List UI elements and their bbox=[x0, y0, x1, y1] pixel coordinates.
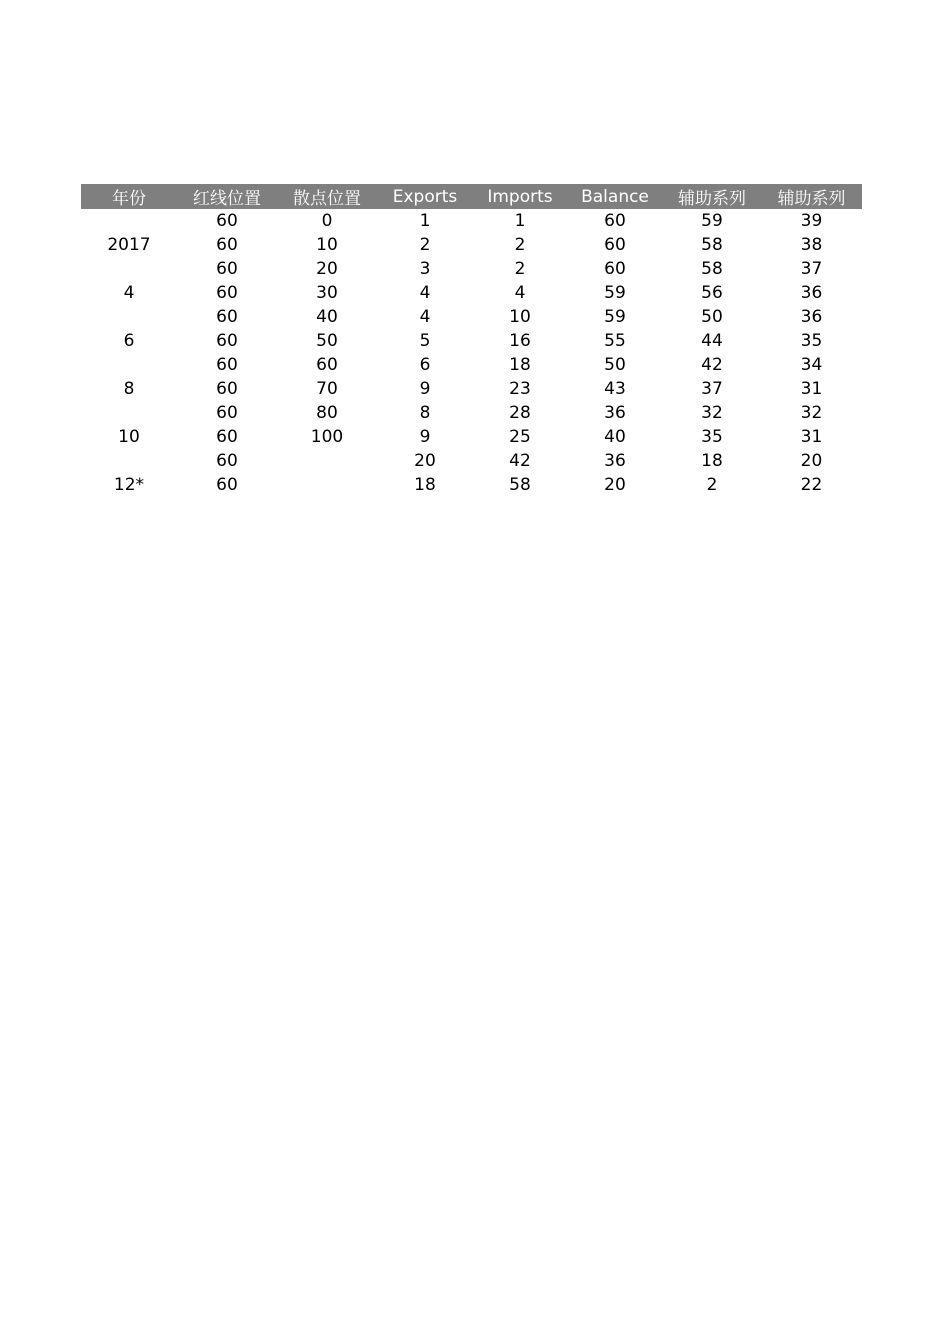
table-row bbox=[81, 209, 862, 233]
table-row bbox=[81, 425, 862, 449]
table-cell: 2 bbox=[419, 235, 431, 255]
table-cell: 36 bbox=[604, 403, 626, 423]
table-cell: 5 bbox=[419, 331, 431, 351]
table-cell: 18 bbox=[701, 451, 723, 471]
table-row bbox=[81, 353, 862, 377]
table-cell: 10 bbox=[118, 427, 140, 447]
data-table bbox=[81, 184, 862, 497]
table-cell: 42 bbox=[509, 451, 531, 471]
table-cell: 32 bbox=[800, 403, 823, 423]
table-cell: 60 bbox=[216, 403, 238, 423]
table-cell: 2 bbox=[706, 475, 718, 495]
table-cell bbox=[81, 353, 177, 377]
table-cell: 28 bbox=[509, 403, 531, 423]
table-cell: 30 bbox=[316, 283, 338, 303]
table-row bbox=[81, 233, 862, 257]
table-row bbox=[81, 377, 862, 401]
table-cell: 43 bbox=[604, 379, 626, 399]
table-cell: 9 bbox=[419, 379, 431, 399]
column-header: Balance bbox=[581, 186, 649, 207]
table-row bbox=[81, 329, 862, 353]
table-cell: 60 bbox=[216, 331, 238, 351]
table-cell: 0 bbox=[321, 211, 333, 231]
table-cell: 3 bbox=[419, 259, 431, 279]
table-cell: 4 bbox=[123, 283, 135, 303]
column-header: Imports bbox=[487, 186, 553, 207]
table-cell: 60 bbox=[216, 235, 238, 255]
table-cell: 70 bbox=[316, 379, 338, 399]
table-cell: 80 bbox=[316, 403, 338, 423]
table-body bbox=[81, 209, 862, 497]
table-cell: 60 bbox=[216, 379, 238, 399]
table-cell: 18 bbox=[509, 355, 531, 375]
table-cell: 32 bbox=[701, 403, 723, 423]
table-cell: 100 bbox=[310, 427, 344, 447]
table-cell: 12* bbox=[113, 475, 145, 495]
table-cell: 39 bbox=[800, 211, 823, 231]
table-cell: 18 bbox=[414, 475, 436, 495]
table-cell: 40 bbox=[604, 427, 626, 447]
table-cell: 60 bbox=[216, 283, 238, 303]
table-cell: 36 bbox=[604, 451, 626, 471]
table-cell: 44 bbox=[701, 331, 723, 351]
table-cell: 60 bbox=[216, 259, 238, 279]
table-cell: 59 bbox=[604, 283, 626, 303]
table-cell: 1 bbox=[514, 211, 526, 231]
column-header: Exports bbox=[392, 186, 458, 207]
table-cell: 4 bbox=[419, 307, 431, 327]
table-cell: 31 bbox=[800, 427, 823, 447]
table-cell: 37 bbox=[701, 379, 723, 399]
table-cell: 8 bbox=[419, 403, 431, 423]
table-cell: 35 bbox=[701, 427, 723, 447]
table-cell: 20 bbox=[800, 451, 823, 471]
table-cell: 8 bbox=[123, 379, 135, 399]
table-cell: 60 bbox=[216, 355, 238, 375]
table-cell: 42 bbox=[701, 355, 723, 375]
table-cell: 20 bbox=[414, 451, 436, 471]
table-cell: 2017 bbox=[107, 235, 151, 255]
table-cell: 60 bbox=[216, 211, 238, 231]
table-cell: 2 bbox=[514, 235, 526, 255]
table-cell: 40 bbox=[316, 307, 338, 327]
table-row bbox=[81, 257, 862, 281]
table-cell: 59 bbox=[701, 211, 723, 231]
table-cell: 16 bbox=[509, 331, 531, 351]
table-cell: 35 bbox=[800, 331, 823, 351]
table-cell: 60 bbox=[216, 451, 238, 471]
column-header: 辅助系列 bbox=[678, 189, 746, 209]
table-cell bbox=[81, 305, 177, 329]
table-cell: 10 bbox=[509, 307, 531, 327]
table-cell: 31 bbox=[800, 379, 823, 399]
table-cell: 37 bbox=[800, 259, 823, 279]
table-cell: 9 bbox=[419, 427, 431, 447]
table-cell: 38 bbox=[800, 235, 823, 255]
table-cell: 22 bbox=[800, 475, 823, 495]
table-cell: 50 bbox=[316, 331, 338, 351]
column-header: 红线位置 bbox=[193, 189, 261, 209]
table-cell: 60 bbox=[216, 307, 238, 327]
table-cell: 4 bbox=[419, 283, 431, 303]
table-cell: 60 bbox=[216, 427, 238, 447]
column-header: 辅助系列 bbox=[777, 189, 846, 209]
column-header: 年份 bbox=[112, 189, 146, 209]
table-cell: 20 bbox=[316, 259, 338, 279]
table-cell: 4 bbox=[514, 283, 526, 303]
table-row bbox=[81, 281, 862, 305]
table-cell bbox=[277, 473, 377, 497]
table-row bbox=[81, 305, 862, 329]
table-row bbox=[81, 449, 862, 473]
table-cell: 50 bbox=[701, 307, 723, 327]
table-cell: 58 bbox=[701, 259, 723, 279]
data-sheet bbox=[81, 184, 862, 497]
header-row bbox=[81, 184, 862, 209]
table-cell: 58 bbox=[701, 235, 723, 255]
table-cell: 20 bbox=[604, 475, 626, 495]
table-cell bbox=[81, 449, 177, 473]
table-cell: 34 bbox=[800, 355, 823, 375]
table-cell: 60 bbox=[604, 211, 626, 231]
table-cell: 2 bbox=[514, 259, 526, 279]
table-cell: 6 bbox=[123, 331, 135, 351]
table-cell: 1 bbox=[419, 211, 431, 231]
column-header: 散点位置 bbox=[293, 189, 361, 209]
table-cell: 10 bbox=[316, 235, 338, 255]
table-cell: 50 bbox=[604, 355, 626, 375]
table-cell: 58 bbox=[509, 475, 531, 495]
table-cell: 6 bbox=[419, 355, 431, 375]
table-cell: 56 bbox=[701, 283, 723, 303]
table-cell: 59 bbox=[604, 307, 626, 327]
table-row bbox=[81, 401, 862, 425]
table-cell: 36 bbox=[800, 307, 823, 327]
table-cell bbox=[81, 401, 177, 425]
table-cell: 55 bbox=[604, 331, 626, 351]
table-row bbox=[81, 473, 862, 497]
table-cell bbox=[81, 257, 177, 281]
table-cell: 25 bbox=[509, 427, 531, 447]
table-cell: 23 bbox=[509, 379, 531, 399]
table-cell bbox=[81, 209, 177, 233]
table-cell: 60 bbox=[216, 475, 238, 495]
table-cell bbox=[277, 449, 377, 473]
table-cell: 36 bbox=[800, 283, 823, 303]
table-cell: 60 bbox=[604, 235, 626, 255]
table-cell: 60 bbox=[316, 355, 338, 375]
table-cell: 60 bbox=[604, 259, 626, 279]
